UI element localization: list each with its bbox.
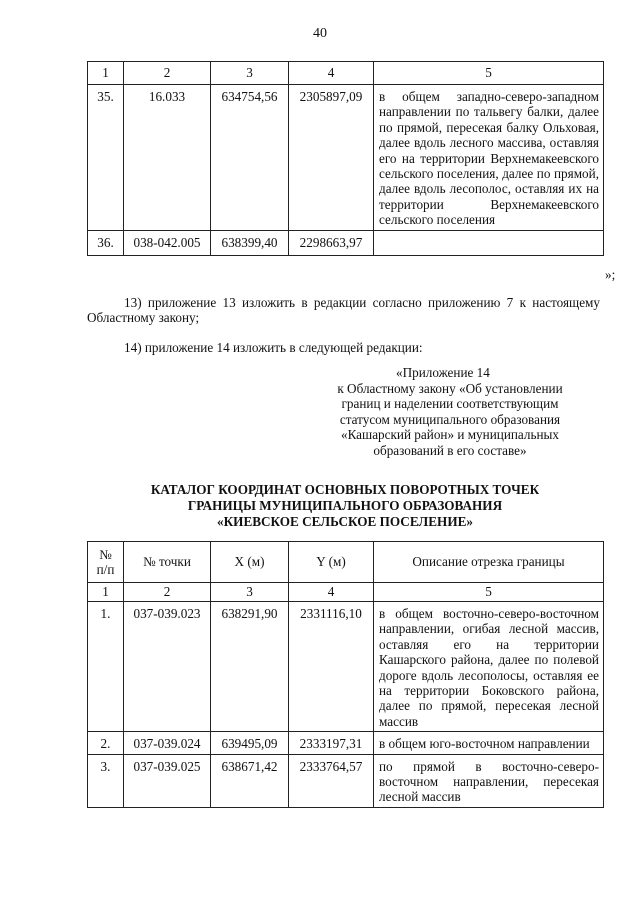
appendix-line: статусом муниципального образования: [339, 411, 561, 427]
header-number-line: №: [99, 546, 112, 562]
appendix-description: [300, 381, 600, 458]
table-row: [88, 754, 604, 807]
header-description: Описание отрезка границы: [374, 542, 604, 583]
header-point: № точки: [124, 542, 211, 583]
column-number: 4: [289, 583, 374, 602]
table-row: [88, 602, 604, 732]
catalog-title-line: «КИЕВСКОЕ СЕЛЬСКОЕ ПОСЕЛЕНИЕ»: [217, 514, 473, 529]
header-y: Y (м): [289, 542, 374, 583]
y-coordinate: 2333197,31: [289, 732, 374, 754]
point-id: 037-039.024: [124, 732, 211, 754]
x-coordinate: 638291,90: [211, 602, 289, 732]
y-coordinate: 2305897,09: [289, 85, 374, 231]
header-number-line: п/п: [96, 562, 115, 577]
coordinates-catalog-table: [87, 541, 604, 808]
segment-description: по прямой в восточно-северо-восточном направлении, пересекая лесной массив: [374, 754, 604, 807]
column-number: 5: [374, 583, 604, 602]
appendix-line: «Кашарский район» и муниципальных: [340, 427, 560, 443]
column-number: 2: [124, 62, 211, 85]
column-number: 1: [88, 62, 124, 85]
point-id: 037-039.025: [124, 754, 211, 807]
column-number: 1: [88, 583, 124, 602]
header-number: [88, 542, 124, 583]
header-row: [88, 542, 604, 583]
column-number: 2: [124, 583, 211, 602]
y-coordinate: 2298663,97: [289, 230, 374, 255]
row-number: 36.: [88, 230, 124, 255]
header-x: X (м): [211, 542, 289, 583]
row-number: 1.: [88, 602, 124, 732]
table-row: [88, 85, 604, 231]
appendix-title: «Приложение 14: [396, 365, 490, 380]
row-number: 35.: [88, 85, 124, 231]
x-coordinate: 638399,40: [211, 230, 289, 255]
row-number: 3.: [88, 754, 124, 807]
catalog-title-line: КАТАЛОГ КООРДИНАТ ОСНОВНЫХ ПОВОРОТНЫХ ТОЧЕК: [150, 482, 540, 497]
table-closing-quote: »;: [605, 267, 616, 282]
segment-description: в общем западно-северо-западном направлении по тальвегу балки, далее по прямой, пересекая балку Ольховая, далее вдоль лесного массива, оставляя его на территории Верхнемакеевского сельского поселения, далее по прямой, далее вдоль лесополос, оставляя их на территории Верхнемакеевского сельского поселения: [374, 85, 604, 231]
column-number-row: [88, 583, 604, 602]
column-number: 3: [211, 583, 289, 602]
y-coordinate: 2331116,10: [289, 602, 374, 732]
x-coordinate: 638671,42: [211, 754, 289, 807]
x-coordinate: 634754,56: [211, 85, 289, 231]
point-id: 037-039.023: [124, 602, 211, 732]
table-row: [88, 230, 604, 255]
column-number: 4: [289, 62, 374, 85]
boundary-table-continued: [87, 61, 604, 256]
page-number: 40: [313, 26, 327, 41]
row-number: 2.: [88, 732, 124, 754]
column-number: 5: [374, 62, 604, 85]
appendix-line: к Областному закону «Об установлении: [337, 381, 563, 396]
column-number-row: [88, 62, 604, 85]
point-id: 16.033: [124, 85, 211, 231]
x-coordinate: 639495,09: [211, 732, 289, 754]
table-row: [88, 732, 604, 754]
segment-description: [374, 230, 604, 255]
appendix-line: образований в его составе»: [373, 442, 527, 458]
segment-description: в общем восточно-северо-восточном направлении, огибая лесной массив, оставляя его на территории Кашарского района, далее по полевой дороге вдоль лесополосы, оставляя ее на территории Боковского района, далее по прямой, пересекая лесной массив: [374, 602, 604, 732]
paragraph-14: 14) приложение 14 изложить в следующей редакции:: [124, 340, 423, 355]
catalog-title-line: ГРАНИЦЫ МУНИЦИПАЛЬНОГО ОБРАЗОВАНИЯ: [187, 498, 503, 513]
catalog-title: [87, 482, 603, 530]
y-coordinate: 2333764,57: [289, 754, 374, 807]
point-id: 038-042.005: [124, 230, 211, 255]
segment-description: в общем юго-восточном направлении: [374, 732, 604, 754]
paragraph-13: 13) приложение 13 изложить в редакции согласно приложению 7 к настоящему Областному закону;: [87, 295, 600, 326]
appendix-line: границ и наделении соответствующим: [341, 396, 559, 412]
column-number: 3: [211, 62, 289, 85]
